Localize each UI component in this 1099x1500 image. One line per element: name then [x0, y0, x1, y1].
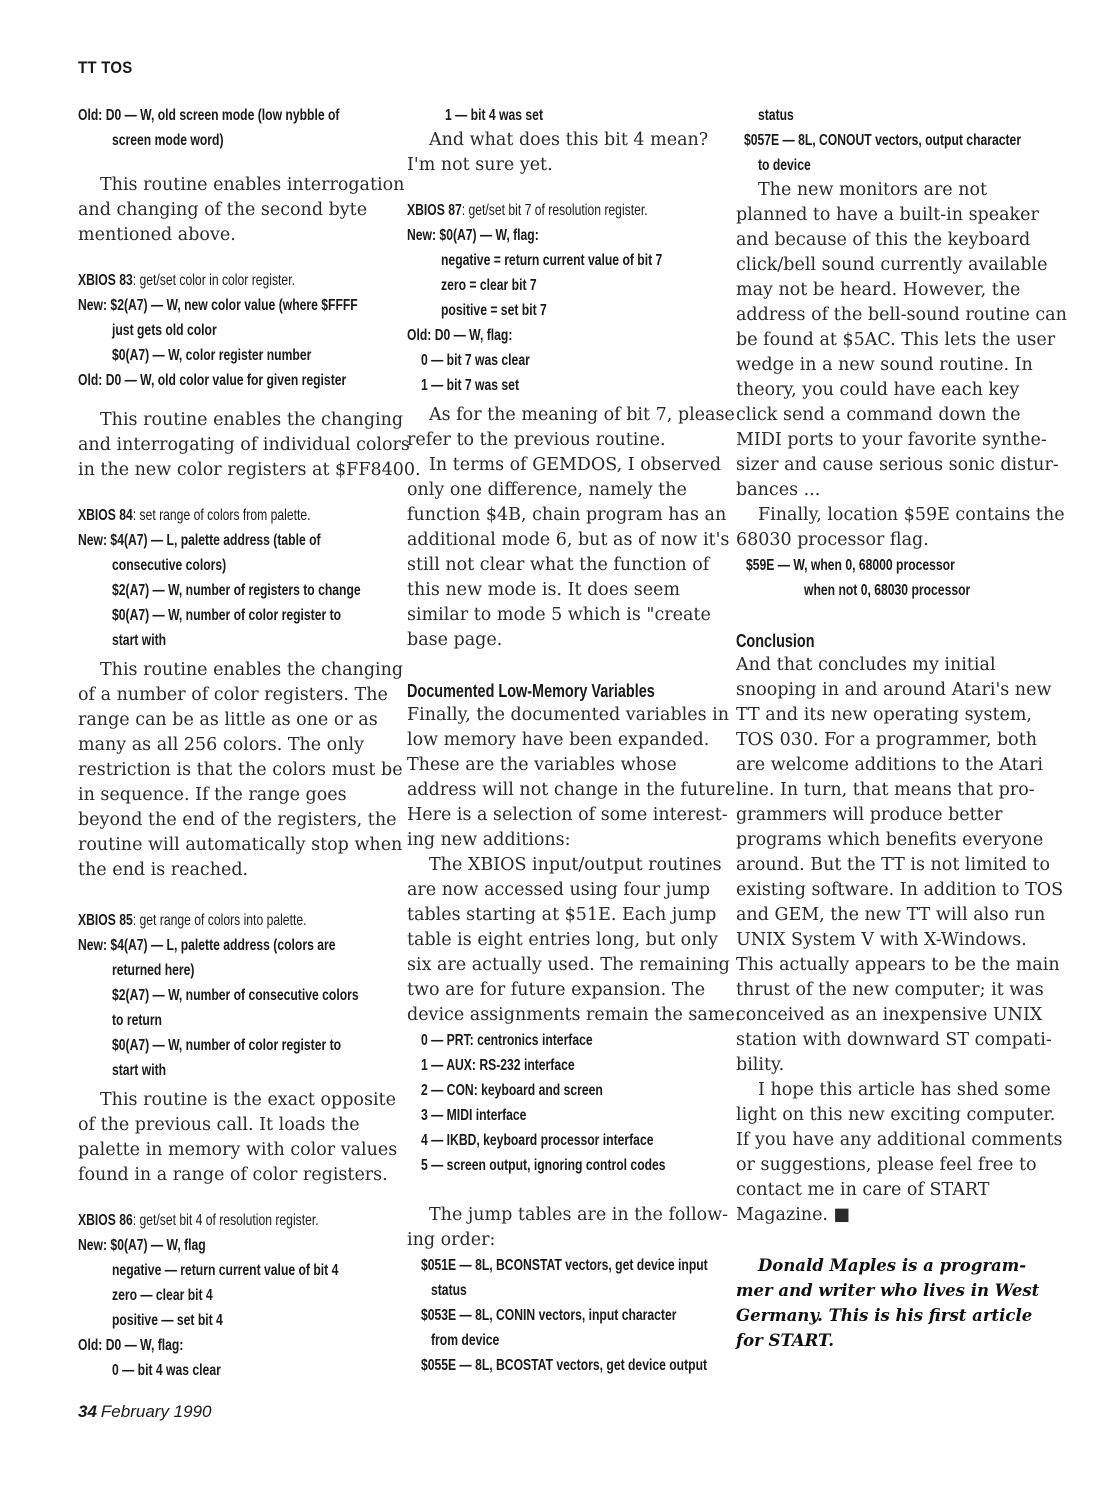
body-text-line: Finally, location $59E contains the [758, 505, 1065, 525]
body-text-line: And what does this bit 4 mean? [429, 130, 709, 150]
xbios-number: XBIOS 85 [78, 912, 133, 929]
code-line: New: $0(A7) — W, flag: [407, 227, 539, 244]
body-text-line: table is eight entries long, but only [407, 930, 718, 950]
body-text-line: low memory have been expanded. [407, 730, 710, 750]
body-text-line: mentioned above. [78, 225, 236, 245]
code-line: $0(A7) — W, number of color register to [112, 607, 342, 624]
author-bio-line: for START. [736, 1331, 834, 1350]
body-text-line: the end is reached. [78, 860, 249, 880]
section-heading: Conclusion [736, 630, 815, 651]
xbios-description: : set range of colors from palette. [132, 507, 311, 524]
page-folio [78, 1402, 212, 1422]
body-text-line: around. But the TT is not limited to [736, 855, 1051, 875]
body-text-line: existing software. In addition to TOS [736, 880, 1064, 900]
code-line: 1 — bit 7 was set [421, 377, 519, 394]
code-line: zero — clear bit 4 [112, 1287, 213, 1304]
body-text-line: These are the variables whose [407, 755, 677, 775]
body-text-line: grammers will produce better [736, 805, 1003, 825]
code-line: 0 — bit 7 was clear [421, 352, 530, 369]
body-text-line: TT and its new operating system, [736, 705, 1032, 725]
body-text-line: similar to mode 5 which is "create [407, 605, 711, 625]
body-text-line: and interrogating of individual colors [78, 435, 410, 455]
body-text-line: still not clear what the function of [407, 555, 710, 575]
body-text-line: thrust of the new computer; it was [736, 980, 1044, 1000]
body-text-line: or suggestions, please feel free to [736, 1155, 1037, 1175]
body-text-line: This routine enables interrogation [100, 175, 405, 195]
body-text-line: The jump tables are in the follow- [429, 1205, 729, 1225]
section-heading: Documented Low-Memory Variables [407, 680, 655, 701]
xbios-heading [78, 503, 311, 528]
body-text-line: If you have any additional comments [736, 1130, 1063, 1150]
body-text-line: be found at $5AC. This lets the user [736, 330, 1056, 350]
xbios-description: : get/set bit 7 of resolution register. [461, 202, 648, 219]
author-bio-line: Donald Maples is a program- [758, 1256, 1027, 1275]
code-line: negative = return current value of bit 7 [441, 252, 663, 269]
code-line: Old: D0 — W, flag: [78, 1337, 184, 1354]
code-line: New: $4(A7) — L, palette address (table of [78, 532, 321, 549]
code-line: $057E — 8L, CONOUT vectors, output character [744, 132, 1022, 149]
body-text-line: And that concludes my initial [736, 655, 996, 675]
body-text-line: bances ... [736, 480, 821, 500]
body-text-line: sizer and cause serious sonic distur- [736, 455, 1059, 475]
code-line: to device [758, 157, 811, 174]
body-text-line: restriction is that the colors must be [78, 760, 403, 780]
body-text-line: refer to the previous routine. [407, 430, 666, 450]
code-line: from device [431, 1332, 500, 1349]
code-line: positive = set bit 7 [441, 302, 547, 319]
running-header: TT TOS [78, 58, 133, 77]
code-line: start with [112, 632, 167, 649]
body-text-line: Magazine. ■ [736, 1205, 851, 1225]
author-bio-line: Germany. This is his first article [736, 1306, 1033, 1325]
code-line: New: $2(A7) — W, new color value (where $FFFF [78, 297, 358, 314]
body-text-line: click send a command down the [736, 405, 1021, 425]
body-text-line: station with downward ST compati- [736, 1030, 1052, 1050]
code-line: $0(A7) — W, number of color register to [112, 1037, 342, 1054]
issue-date: February 1990 [100, 1402, 212, 1421]
code-line: 4 — IKBD, keyboard processor interface [421, 1132, 654, 1149]
xbios-heading [407, 198, 648, 223]
body-text-line: I'm not sure yet. [407, 155, 553, 175]
code-line: $051E — 8L, BCONSTAT vectors, get device input [421, 1257, 708, 1274]
author-bio-line: mer and writer who lives in West [736, 1281, 1040, 1300]
code-line: Old: D0 — W, old color value for given register [78, 372, 347, 389]
body-text-line: routine will automatically stop when [78, 835, 403, 855]
body-text-line: and GEM, the new TT will also run [736, 905, 1046, 925]
code-line: $055E — 8L, BCOSTAT vectors, get device output [421, 1357, 708, 1374]
body-text-line: found in a range of color registers. [78, 1165, 388, 1185]
code-line: $0(A7) — W, color register number [112, 347, 312, 364]
code-line: $2(A7) — W, number of consecutive colors [112, 987, 359, 1004]
code-line: 0 — PRT: centronics interface [421, 1032, 593, 1049]
code-line: consecutive colors) [112, 557, 227, 574]
body-text-line: six are actually used. The remaining [407, 955, 730, 975]
body-text-line: only one difference, namely the [407, 480, 687, 500]
body-text-line: TOS 030. For a programmer, both [736, 730, 1038, 750]
code-line: 1 — AUX: RS-232 interface [421, 1057, 575, 1074]
body-text-line: and because of this the keyboard [736, 230, 1031, 250]
code-line: negative — return current value of bit 4 [112, 1262, 339, 1279]
xbios-number: XBIOS 86 [78, 1212, 133, 1229]
body-text-line: wedge in a new sound routine. In [736, 355, 1033, 375]
code-line: positive — set bit 4 [112, 1312, 223, 1329]
body-text-line: conceived as an inexpensive UNIX [736, 1005, 1043, 1025]
body-text-line: function $4B, chain program has an [407, 505, 727, 525]
body-text-line: address of the bell-sound routine can [736, 305, 1067, 325]
code-line: 5 — screen output, ignoring control codes [421, 1157, 666, 1174]
body-text-line: line. In turn, that means that pro- [736, 780, 1035, 800]
code-line: when not 0, 68030 processor [804, 582, 971, 599]
code-line: to return [112, 1012, 162, 1029]
body-text-line: additional mode 6, but as of now it's [407, 530, 730, 550]
code-line: just gets old color [112, 322, 217, 339]
body-text-line: palette in memory with color values [78, 1140, 398, 1160]
code-line: $053E — 8L, CONIN vectors, input character [421, 1307, 677, 1324]
body-text-line: Finally, the documented variables in [407, 705, 730, 725]
code-line: status [431, 1282, 467, 1299]
xbios-heading [78, 908, 306, 933]
body-text-line: many as all 256 colors. The only [78, 735, 364, 755]
body-text-line: contact me in care of START [736, 1180, 990, 1200]
code-line: New: $4(A7) — L, palette address (colors are [78, 937, 336, 954]
xbios-description: : get/set bit 4 of resolution register. [132, 1212, 319, 1229]
body-text-line: In terms of GEMDOS, I observed [429, 455, 722, 475]
xbios-description: : get/set color in color register. [132, 272, 295, 289]
body-text-line: base page. [407, 630, 503, 650]
body-text-line: two are for future expansion. The [407, 980, 706, 1000]
body-text-line: of the previous call. It loads the [78, 1115, 360, 1135]
code-line: New: $0(A7) — W, flag [78, 1237, 206, 1254]
code-line: returned here) [112, 962, 195, 979]
code-line: $2(A7) — W, number of registers to change [112, 582, 361, 599]
body-text-line: I hope this article has shed some [758, 1080, 1051, 1100]
body-text-line: As for the meaning of bit 7, please [429, 405, 735, 425]
body-text-line: tables starting at $51E. Each jump [407, 905, 717, 925]
xbios-number: XBIOS 87 [407, 202, 462, 219]
code-line: zero = clear bit 7 [441, 277, 537, 294]
code-line: status [758, 107, 794, 124]
body-text-line: click/bell sound currently available [736, 255, 1048, 275]
body-text-line: This routine enables the changing [100, 410, 404, 430]
code-line: Old: D0 — W, old screen mode (low nybble of [78, 107, 340, 124]
body-text-line: ing new additions: [407, 830, 571, 850]
body-text-line: Here is a selection of some interest- [407, 805, 728, 825]
xbios-heading [78, 1208, 319, 1233]
xbios-number: XBIOS 83 [78, 272, 133, 289]
code-line: 2 — CON: keyboard and screen [421, 1082, 603, 1099]
body-text-line: bility. [736, 1055, 785, 1075]
body-text-line: of a number of color registers. The [78, 685, 388, 705]
body-text-line: may not be heard. However, the [736, 280, 1021, 300]
body-text-line: are welcome additions to the Atari [736, 755, 1044, 775]
body-text-line: The XBIOS input/output routines [429, 855, 722, 875]
body-text-line: This routine is the exact opposite [100, 1090, 396, 1110]
body-text-line: 68030 processor flag. [736, 530, 929, 550]
xbios-heading [78, 268, 295, 293]
body-text-line: in the new color registers at $FF8400. [78, 460, 421, 480]
body-text-line: This actually appears to be the main [736, 955, 1060, 975]
code-line: Old: D0 — W, flag: [407, 327, 513, 344]
body-text-line: The new monitors are not [758, 180, 988, 200]
code-line: 1 — bit 4 was set [445, 107, 543, 124]
body-text-line: planned to have a built-in speaker [736, 205, 1039, 225]
body-text-line: snooping in and around Atari's new [736, 680, 1052, 700]
body-text-line: are now accessed using four jump [407, 880, 711, 900]
body-text-line: UNIX System V with X-Windows. [736, 930, 1027, 950]
code-line: start with [112, 1062, 167, 1079]
body-text-line: MIDI ports to your favorite synthe- [736, 430, 1047, 450]
xbios-number: XBIOS 84 [78, 507, 133, 524]
body-text-line: programs which benefits everyone [736, 830, 1044, 850]
body-text-line: range can be as little as one or as [78, 710, 378, 730]
code-line: 3 — MIDI interface [421, 1107, 527, 1124]
body-text-line: and changing of the second byte [78, 200, 368, 220]
body-text-line: in sequence. If the range goes [78, 785, 347, 805]
body-text-line: this new mode is. It does seem [407, 580, 681, 600]
code-line: 0 — bit 4 was clear [112, 1362, 221, 1379]
body-text-line: theory, you could have each key [736, 380, 1020, 400]
page-number: 34 [78, 1402, 97, 1421]
code-line: $59E — W, when 0, 68000 processor [746, 557, 955, 574]
body-text-line: light on this new exciting computer. [736, 1105, 1056, 1125]
body-text-line: device assignments remain the same: [407, 1005, 741, 1025]
body-text-line: address will not change in the future. [407, 780, 741, 800]
body-text-line: beyond the end of the registers, the [78, 810, 397, 830]
body-text-line: This routine enables the changing [100, 660, 404, 680]
xbios-description: : get range of colors into palette. [132, 912, 307, 929]
code-line: screen mode word) [112, 132, 224, 149]
body-text-line: ing order: [407, 1230, 496, 1250]
